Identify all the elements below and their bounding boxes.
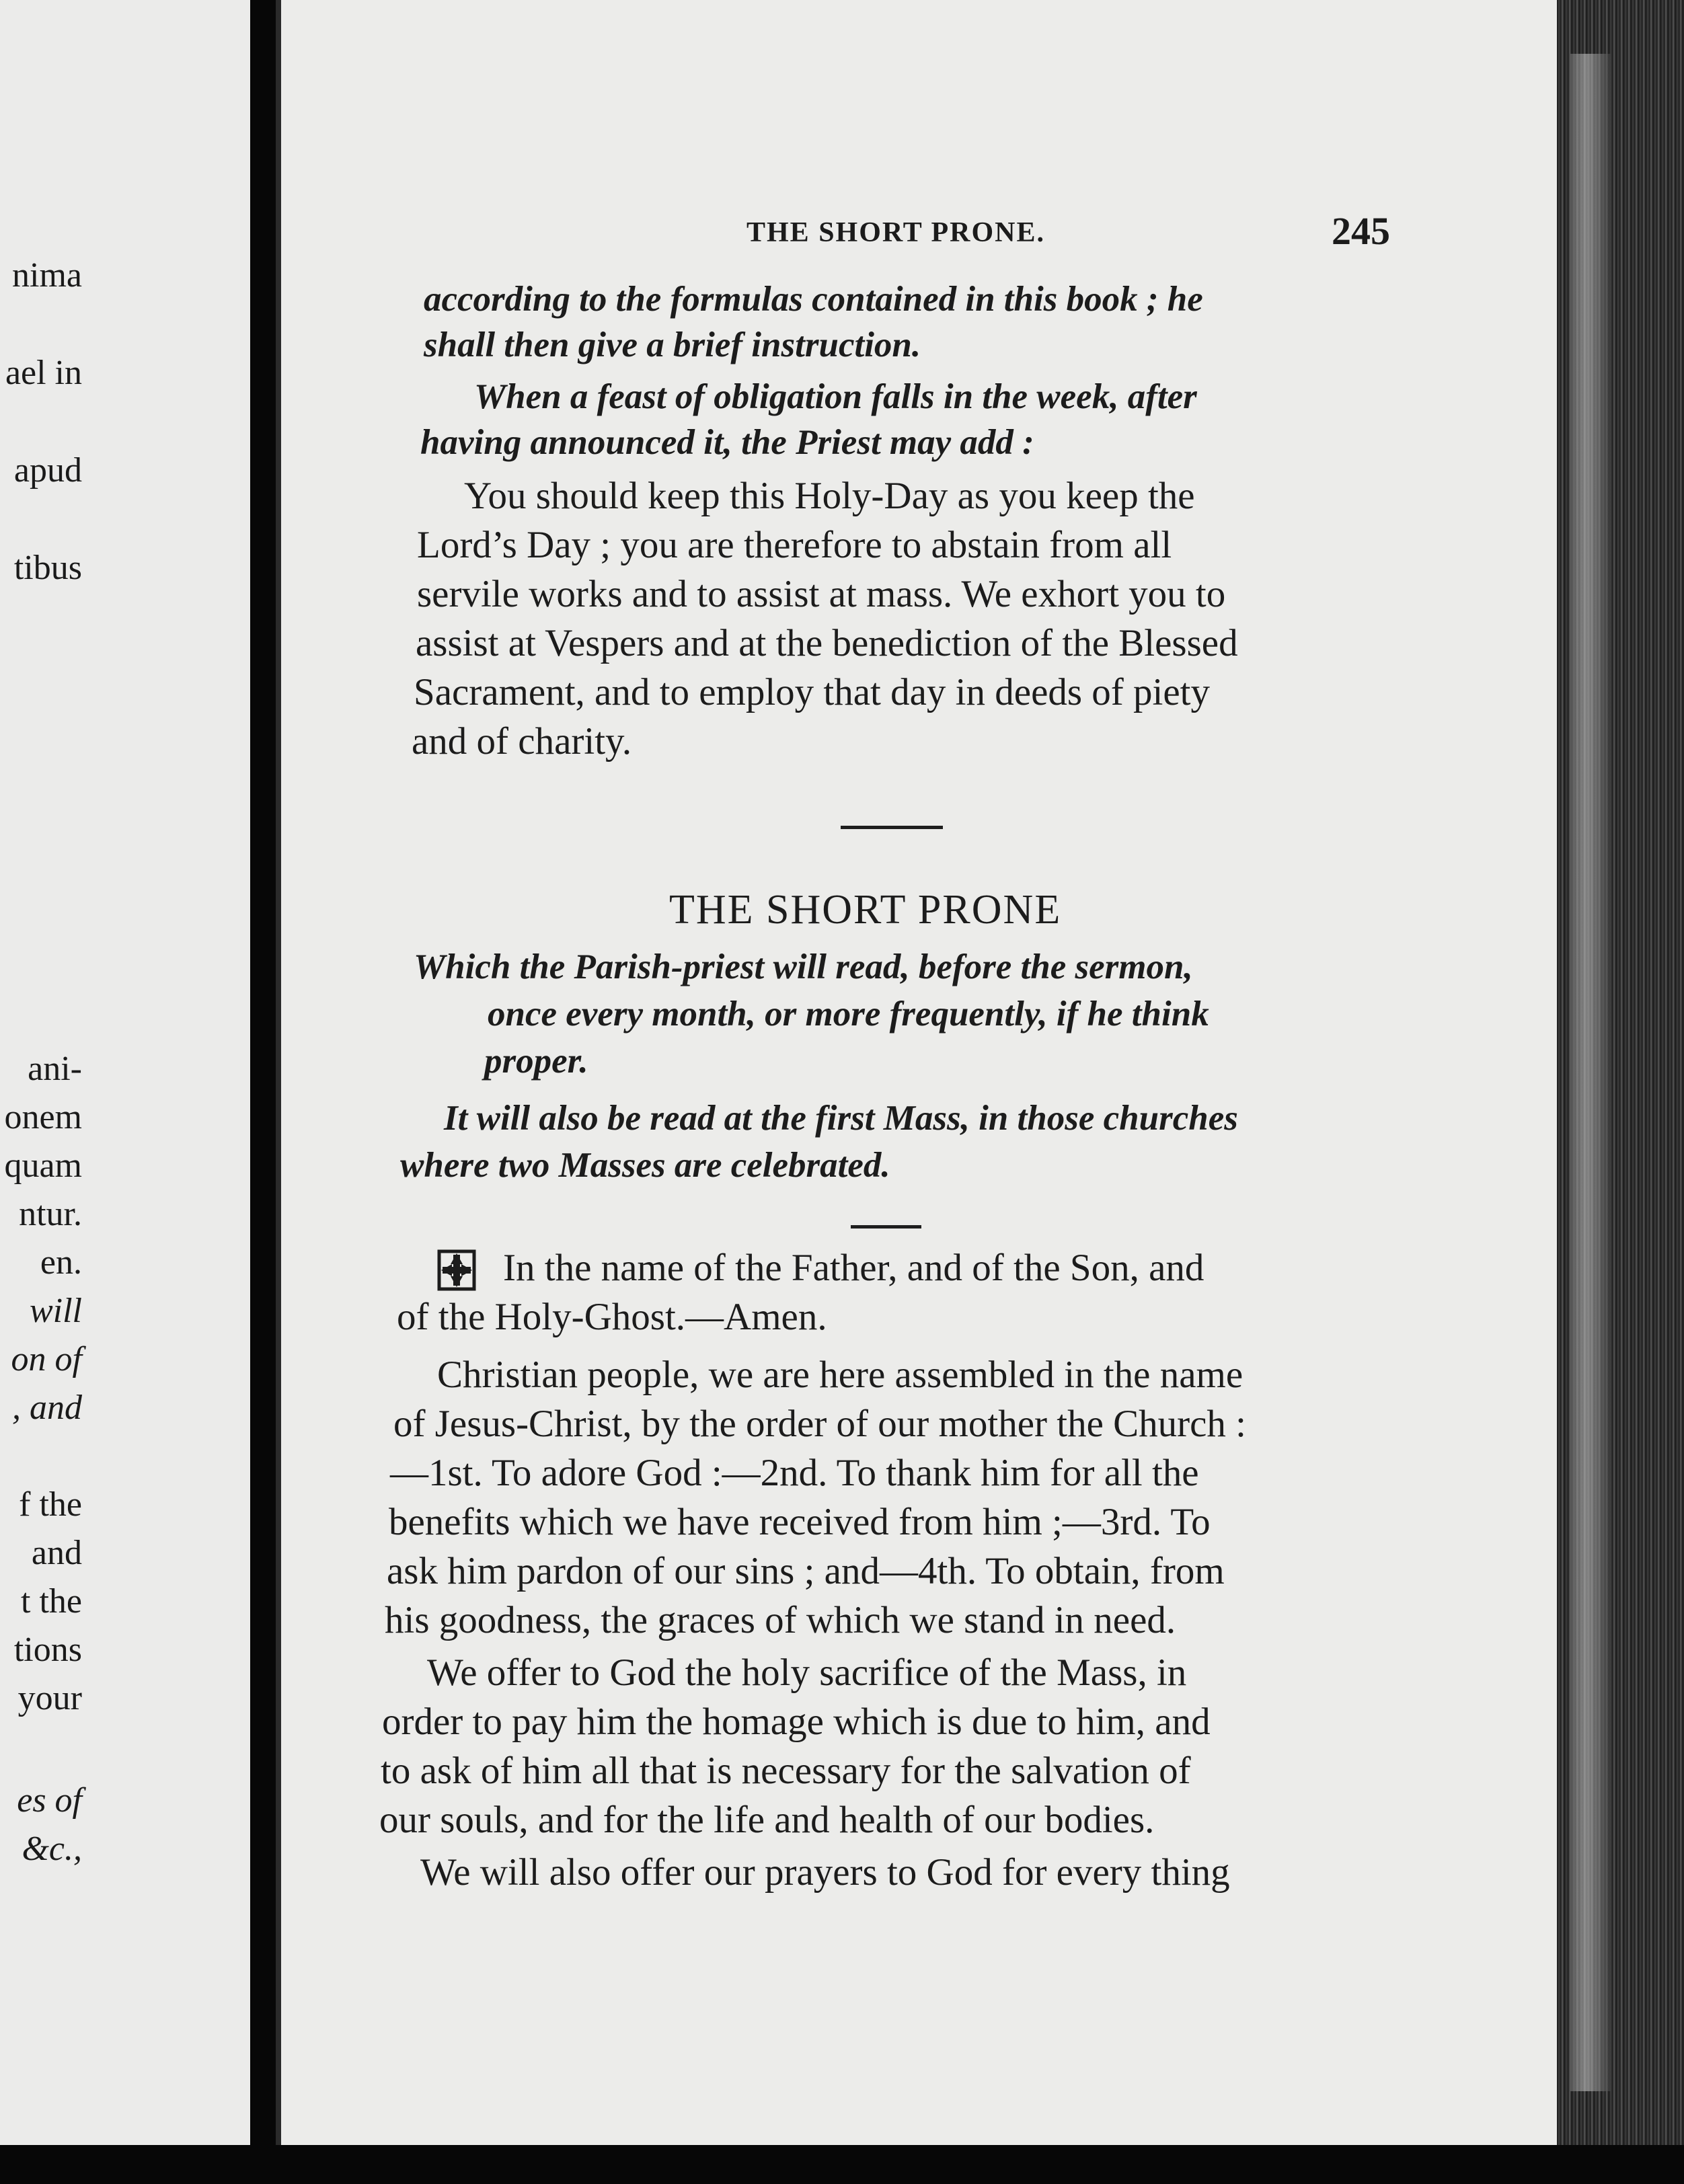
paragraph-line: to ask of him all that is necessary for the salvation of — [381, 1750, 1191, 1792]
paragraph-line: Lord’s Day ; you are therefore to abstain from all — [417, 524, 1172, 566]
section-divider — [851, 1225, 921, 1228]
left-fragment: f the — [19, 1485, 82, 1524]
left-fragment: , and — [12, 1389, 82, 1427]
left-fragment: quam — [4, 1146, 82, 1185]
paragraph-line: benefits which we have received from him ;—3rd. To — [389, 1501, 1211, 1543]
running-head: THE SHORT PRONE. — [747, 217, 1046, 248]
paragraph-line: of Jesus-Christ, by the order of our mother the Church : — [393, 1403, 1246, 1445]
rubric-line: once every month, or more frequently, if he think — [488, 994, 1209, 1034]
book-page-edge — [1557, 0, 1684, 2145]
left-fragment: will — [29, 1292, 82, 1330]
rubric-line: It will also be read at the first Mass, in those churches — [444, 1099, 1238, 1138]
left-fragment: es of — [17, 1781, 82, 1820]
paragraph-line: In the name of the Father, and of the Son, and — [503, 1247, 1204, 1289]
left-fragment: your — [17, 1679, 82, 1717]
paragraph-line: We offer to God the holy sacrifice of the Mass, in — [427, 1651, 1187, 1694]
left-fragment: apud — [13, 451, 82, 490]
maltese-cross-icon — [437, 1249, 476, 1291]
paragraph-line: of the Holy-Ghost.—Amen. — [397, 1296, 827, 1338]
paragraph-line: —1st. To adore God :—2nd. To thank him for all the — [390, 1452, 1199, 1494]
left-fragment: t the — [21, 1582, 82, 1621]
left-fragment: ani- — [28, 1050, 82, 1088]
paragraph-line: You should keep this Holy-Day as you keep the — [464, 475, 1195, 517]
section-divider — [841, 826, 943, 829]
left-fragment: onem — [4, 1098, 82, 1136]
rubric-line: Which the Parish-priest will read, before the sermon, — [414, 947, 1193, 986]
rubric-line: shall then give a brief instruction. — [424, 325, 921, 364]
left-fragment: on of — [11, 1340, 82, 1378]
paragraph-line: his goodness, the graces of which we stand in need. — [385, 1599, 1176, 1641]
left-fragment: tibus — [13, 549, 82, 587]
page-edge-highlight — [1570, 54, 1611, 2091]
rubric-line: according to the formulas contained in this book ; he — [424, 280, 1203, 319]
left-fragment: en. — [40, 1243, 82, 1282]
left-fragment: ael in — [5, 354, 82, 392]
paragraph-line: and of charity. — [412, 720, 632, 763]
paragraph-line: Christian people, we are here assembled in the name — [437, 1354, 1243, 1396]
left-fragment: nima — [12, 256, 82, 295]
left-fragment: tions — [13, 1631, 82, 1669]
paragraph-line: servile works and to assist at mass. We exhort you to — [417, 573, 1226, 615]
rubric-line: where two Masses are celebrated. — [400, 1146, 890, 1185]
rubric-line: proper. — [484, 1042, 588, 1081]
previous-page — [0, 0, 250, 2145]
paragraph-line: We will also offer our prayers to God for every thing — [420, 1851, 1230, 1894]
left-fragment: &c., — [22, 1830, 82, 1868]
section-title: THE SHORT PRONE — [669, 887, 1062, 933]
paragraph-line: order to pay him the homage which is due to him, and — [382, 1701, 1211, 1743]
paragraph-line: Sacrament, and to employ that day in deeds of piety — [414, 671, 1211, 713]
paragraph-line: ask him pardon of our sins ; and—4th. To obtain, from — [387, 1550, 1225, 1592]
rubric-line: having announced it, the Priest may add : — [420, 423, 1034, 462]
paragraph-line: our souls, and for the life and health of our bodies. — [379, 1799, 1155, 1841]
left-fragment: ntur. — [19, 1195, 82, 1233]
left-fragment: and — [31, 1534, 82, 1572]
rubric-line: When a feast of obligation falls in the week, after — [474, 377, 1197, 416]
paragraph-line: assist at Vespers and at the benediction of the Blessed — [416, 622, 1238, 664]
page-number: 245 — [1332, 209, 1390, 253]
